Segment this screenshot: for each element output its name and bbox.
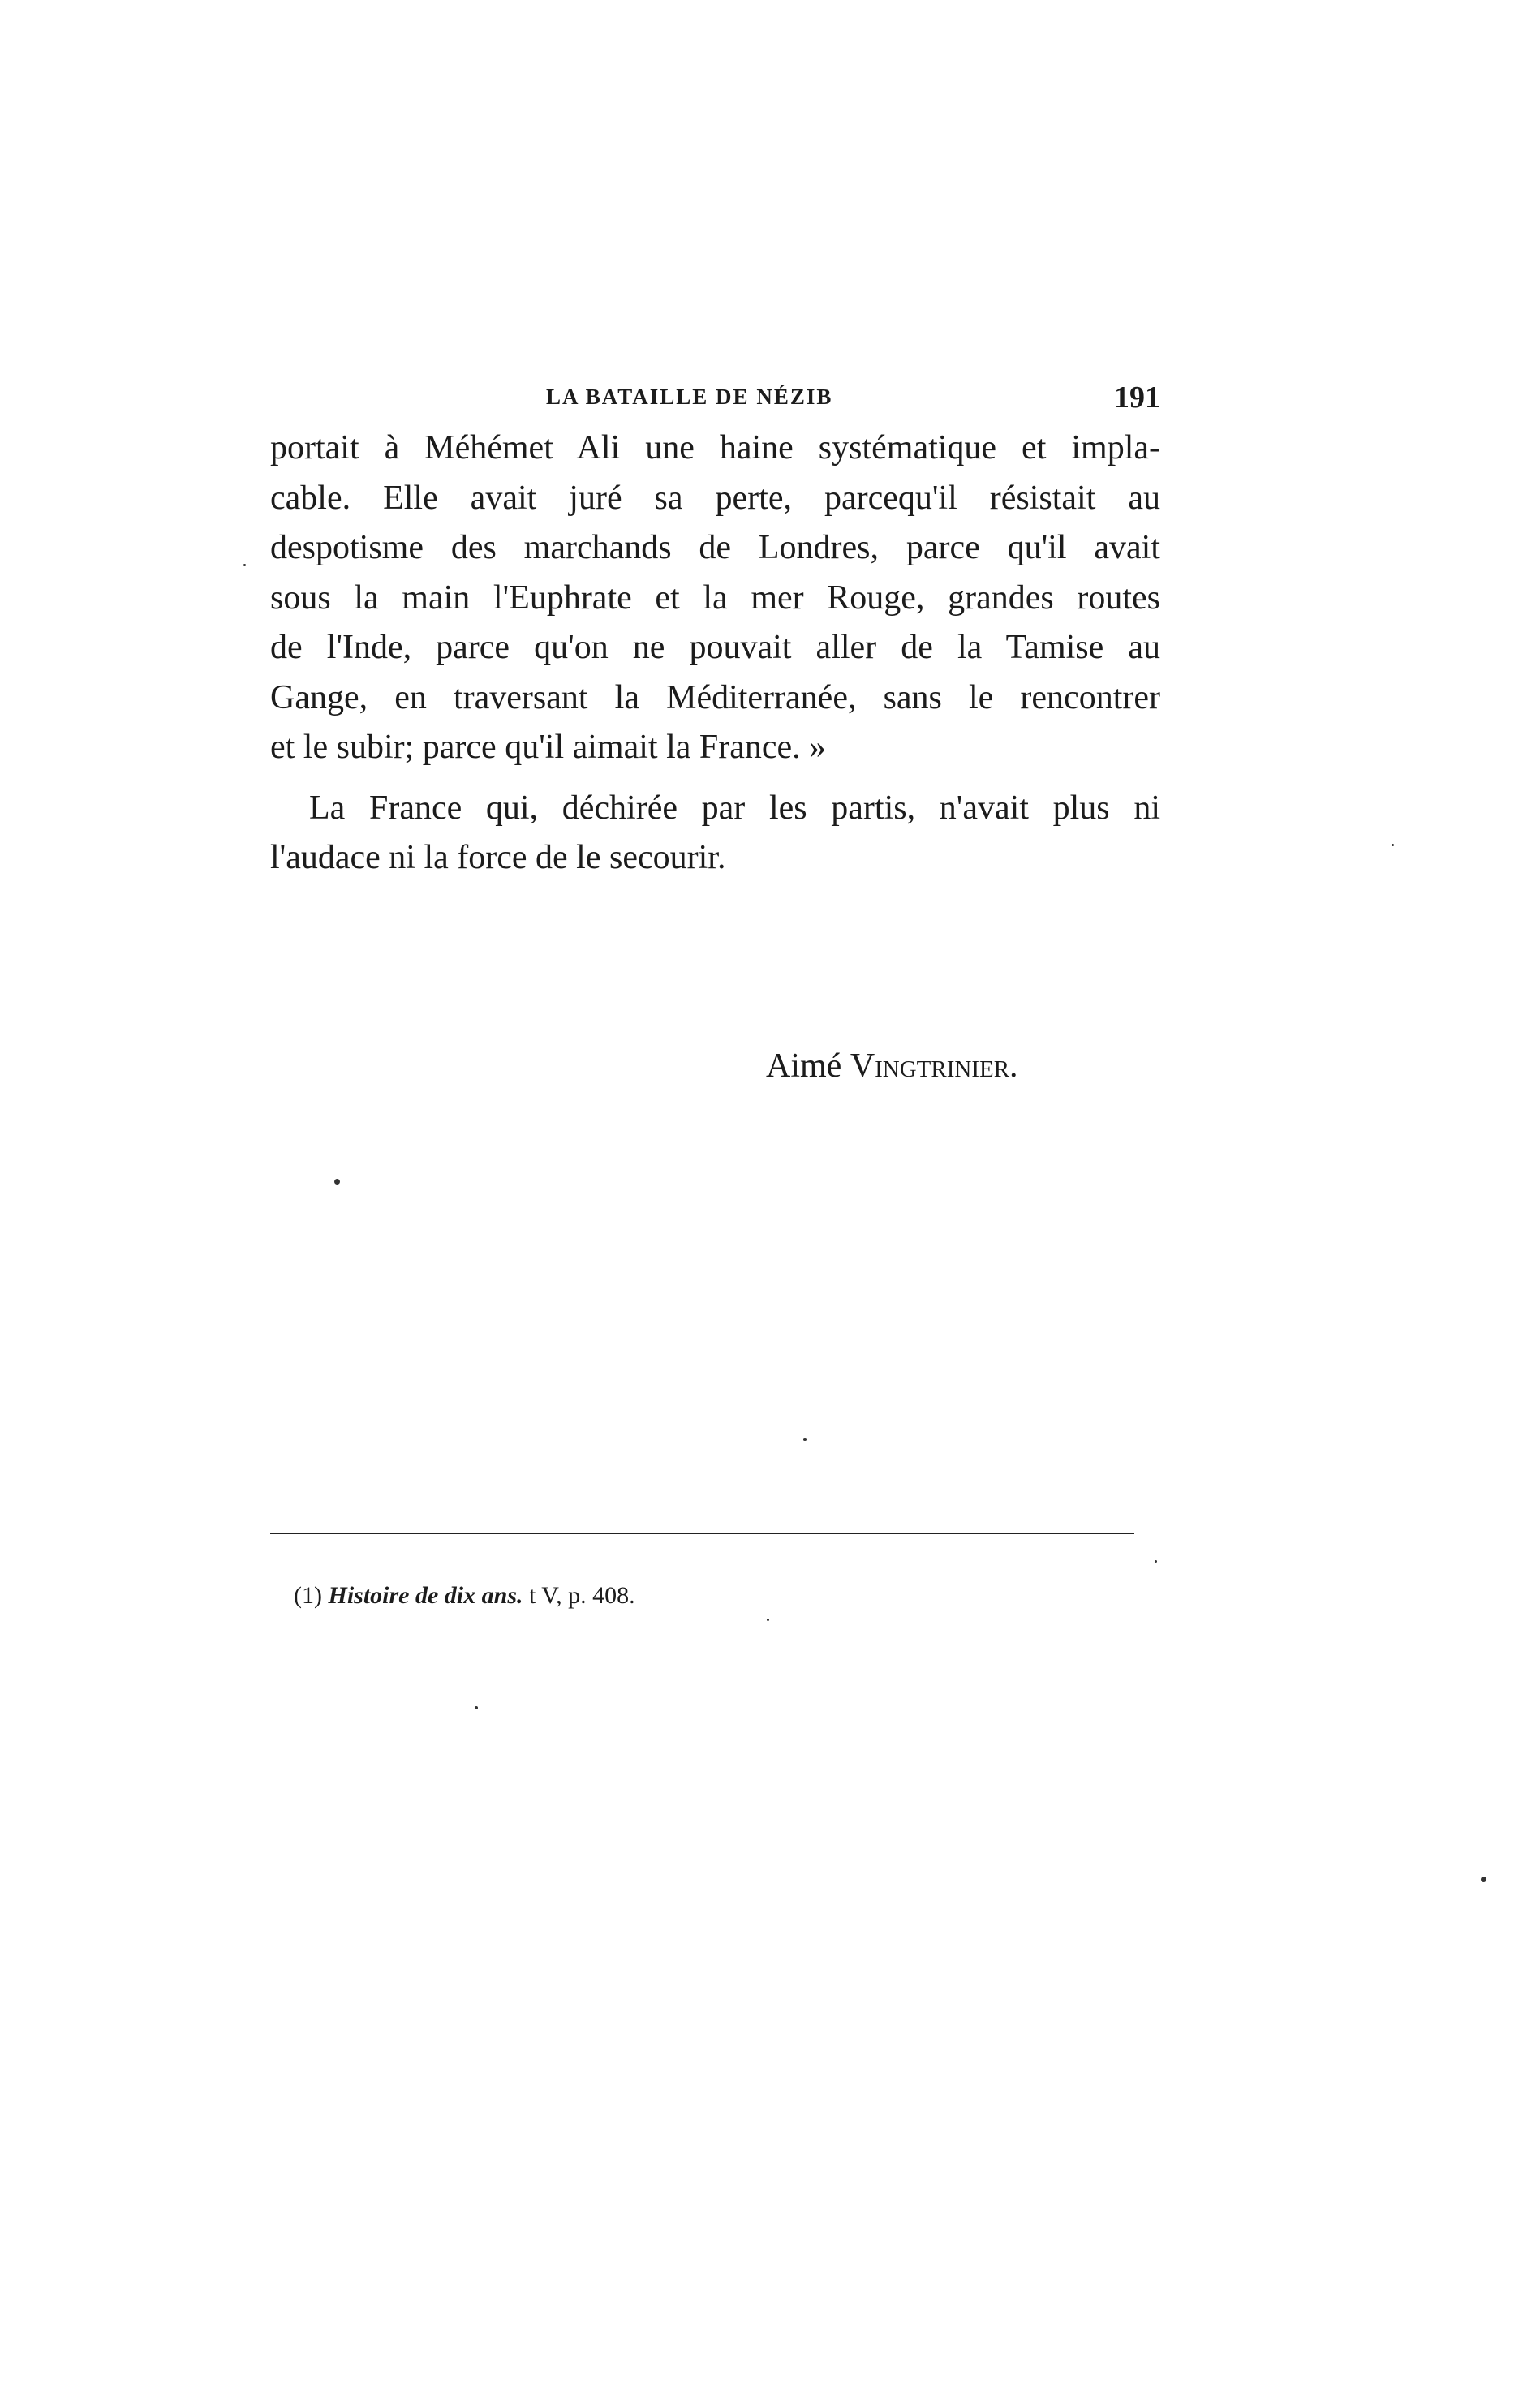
scan-speck — [1392, 844, 1394, 846]
scan-speck — [1155, 1560, 1157, 1563]
scan-speck — [767, 1619, 769, 1621]
footnote-marker: (1) — [294, 1582, 322, 1609]
scan-speck — [1481, 1877, 1486, 1882]
scan-speck — [243, 564, 246, 566]
text-line: de l'Inde, parce qu'on ne pouvait aller de la Tamise au — [270, 629, 1160, 666]
paragraph-2 — [270, 784, 1160, 884]
text-line: et le subir; parce qu'il aimait la France. » — [270, 729, 827, 766]
running-title: LA BATAILLE DE NÉZIB — [546, 385, 833, 409]
footnote — [294, 1582, 635, 1610]
paragraph-1 — [270, 424, 1160, 773]
page-header — [270, 380, 1160, 420]
scan-speck — [475, 1706, 478, 1709]
text-line: l'audace ni la force de le secourir. — [270, 839, 726, 876]
scan-speck — [803, 1438, 807, 1441]
signature-given-name: Aimé — [766, 1047, 842, 1085]
body-text — [270, 424, 1160, 884]
signature-surname: Vingtrinier. — [850, 1047, 1018, 1085]
text-line: La France qui, déchirée par les partis, n'avait plus ni — [309, 789, 1160, 827]
text-line: Gange, en traversant la Méditerranée, sans le rencontrer — [270, 678, 1160, 716]
footnote-work-title: Histoire de dix ans. — [328, 1582, 523, 1609]
text-line: despotisme des marchands de Londres, parce qu'il avait — [270, 529, 1160, 566]
footnote-divider — [270, 1533, 1134, 1534]
footnote-reference: t V, p. 408. — [529, 1582, 635, 1609]
text-line: sous la main l'Euphrate et la mer Rouge, grandes routes — [270, 578, 1160, 617]
text-line: cable. Elle avait juré sa perte, parcequ'il résistait au — [270, 479, 1160, 517]
text-line: portait à Méhémet Ali une haine systématique et impla- — [270, 429, 1160, 467]
page-number: 191 — [1114, 381, 1160, 415]
scan-speck — [334, 1179, 340, 1185]
author-signature — [766, 1047, 1018, 1086]
